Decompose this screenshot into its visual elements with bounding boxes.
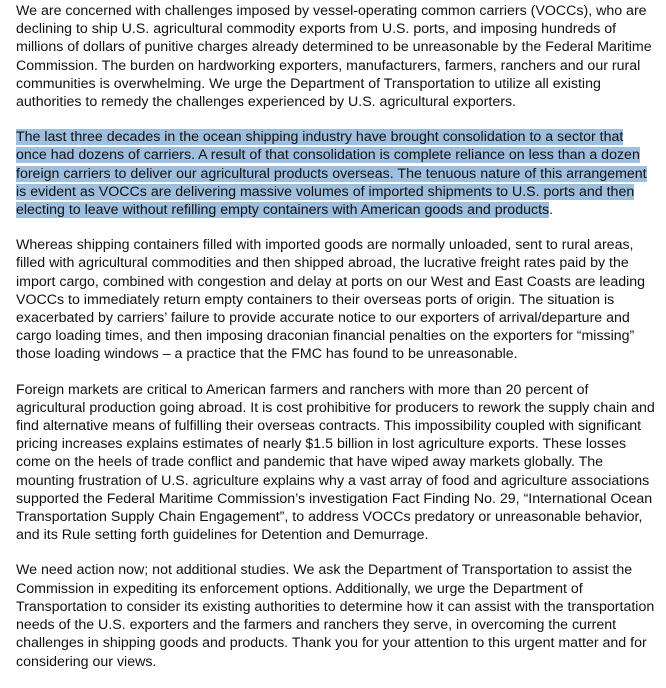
paragraph-action-request: [16, 561, 656, 670]
paragraph-text: We need action now; not additional studies. We ask the Department of Transportation to assist the Commission in expediting its enforcement options. Additionally, we urge the Department of Transportation to consider its existing authorities to determine how it can assist with the transportation needs of the U.S. exporters and the farmers and ranchers they serve, in overcoming the current challenges in shipping goods and products. Thank you for your attention to this urgent matter and for considering our views.: [16, 562, 655, 670]
paragraph-text: We are concerned with challenges imposed by vessel-operating common carriers (VOCCs), who are declining to ship U.S. agricultural commodity exports from U.S. ports, and imposing hundreds of millions of dollars of punitive charges already determined to be unreasonable by the Federal Maritime Commission. The burden on hardworking exporters, manufacturers, farmers, ranchers and our rural communities is overwhelming. We urge the Department of Transportation to utilize all existing authorities to remedy the challenges experienced by U.S. agricultural exporters.: [16, 3, 652, 111]
paragraph-text: .: [549, 202, 554, 219]
selected-text-highlight[interactable]: The last three decades in the ocean shipping industry have brought consolidation to a sector that once had dozens of carriers. A result of that consolidation is complete reliance on less than a dozen foreign carriers to deliver our agricultural products overseas. The tenuous nature of this arrangement is evident as VOCCs are delivering massive volumes of imported shipments to U.S. ports and then electing to leave without refilling empty containers with American goods and products: [16, 129, 647, 219]
paragraph-text: Foreign markets are critical to American farmers and ranchers with more than 20 percent of agricultural production going abroad. It is cost prohibitive for producers to rework the supply chain and find alternative means of fulfilling their overseas contracts. This impossibility coupled with significant pricing increases explains estimates of nearly $1.5 billion in lost agriculture exports. These losses come on the heels of trade conflict and pandemic that have wiped away markets globally. The mounting frustration of U.S. agriculture explains why a vast array of food and agriculture associations supported the Federal Maritime Commission’s investigation Fact Finding No. 29, “International Ocean Transportation Supply Chain Engagement”, to address VOCCs predatory or unreasonable behavior, and its Rule setting forth guidelines for Detention and Demurrage.: [16, 381, 655, 544]
paragraph-consolidation: [16, 128, 656, 219]
paragraph-concern: [16, 2, 656, 111]
paragraph-foreign-markets: [16, 381, 656, 545]
paragraph-text: Whereas shipping containers filled with imported goods are normally unloaded, sent to rural areas, filled with agricultural commodities and then shipped abroad, the lucrative freight rates paid by the import cargo, combined with congestion and delay at ports on our West and East Coasts are leading VOCCs to immediately return empty containers to their overseas ports of origin. The situation is exacerbated by carriers’ failure to provide accurate notice to our exporters of arrival/departure and cargo loading times, and then imposing draconian financial penalties on the exporters for “missing” those loading windows – a practice that the FMC has found to be unreasonable.: [16, 237, 646, 363]
document-body: [16, 2, 656, 688]
paragraph-containers: [16, 236, 656, 363]
